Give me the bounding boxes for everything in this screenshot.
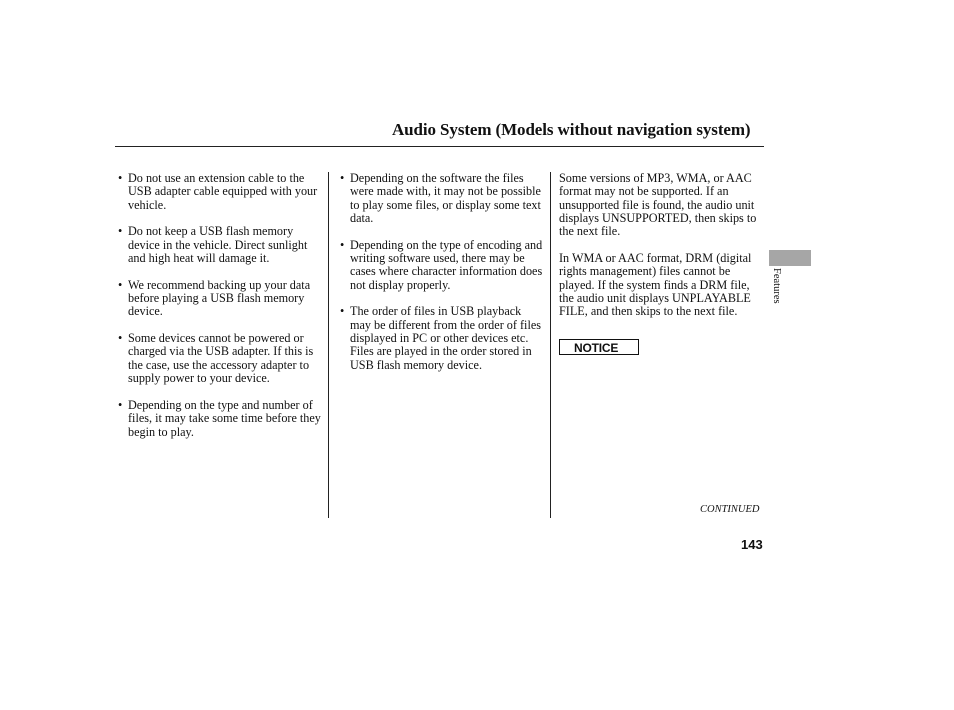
list-item: • We recommend backing up your data before playing a USB flash memory device. (118, 277, 311, 319)
list-item: • Do not keep a USB flash memory device in the vehicle. Direct sunlight and high heat will damage it. (118, 224, 308, 266)
side-tab-label: Features (771, 268, 782, 304)
list-item: • Depending on the type of encoding and writing software used, there may be cases where character information does not display properly. (340, 237, 543, 292)
paragraph: In WMA or AAC format, DRM (digital rights management) files cannot be played. If the system finds a DRM file, the audio unit displays UNPLAYABLE FILE, and then skips to the next file. (559, 251, 752, 319)
list-item: • The order of files in USB playback may be different from the order of files displayed in PC or other devices etc. Files are played in the order stored in USB flash memory device. (340, 304, 541, 372)
list-item: • Some devices cannot be powered or charged via the USB adapter. If this is the case, use the accessory adapter to supply power to your device. (118, 331, 314, 386)
column-3 (559, 172, 763, 355)
bullet-icon: • (118, 397, 123, 412)
bullet-icon: • (340, 171, 345, 185)
column-1 (118, 172, 322, 452)
notice-label: NOTICE (559, 339, 639, 355)
page-number: 143 (741, 537, 763, 552)
column-divider-2 (550, 172, 551, 518)
bullet-list-2 (340, 172, 544, 372)
bullet-list-1 (118, 172, 322, 439)
section-title: Audio System (Models without navigation system) (392, 120, 751, 139)
list-item: • Depending on the type and number of files, it may take some time before they begin to play. (118, 397, 321, 439)
title-rule (115, 146, 764, 147)
bullet-icon: • (118, 277, 123, 292)
bullet-icon: • (340, 237, 345, 252)
column-2 (340, 172, 544, 386)
bullet-icon: • (340, 304, 345, 319)
bullet-icon: • (118, 331, 123, 346)
list-item: • Do not use an extension cable to the USB adapter cable equipped with your vehicle. (118, 171, 318, 212)
paragraph: Some versions of MP3, WMA, or AAC format may not be supported. If an unsupported file is found, the audio unit displays UNSUPPORTED, then skips to the next file. (559, 171, 757, 239)
bullet-icon: • (118, 171, 123, 185)
continued-label: CONTINUED (700, 504, 760, 515)
list-item: • Depending on the software the files were made with, it may not be possible to play some files, or display some text data. (340, 171, 541, 226)
column-divider-1 (328, 172, 329, 518)
bullet-icon: • (118, 224, 123, 239)
section-tab (769, 250, 811, 266)
